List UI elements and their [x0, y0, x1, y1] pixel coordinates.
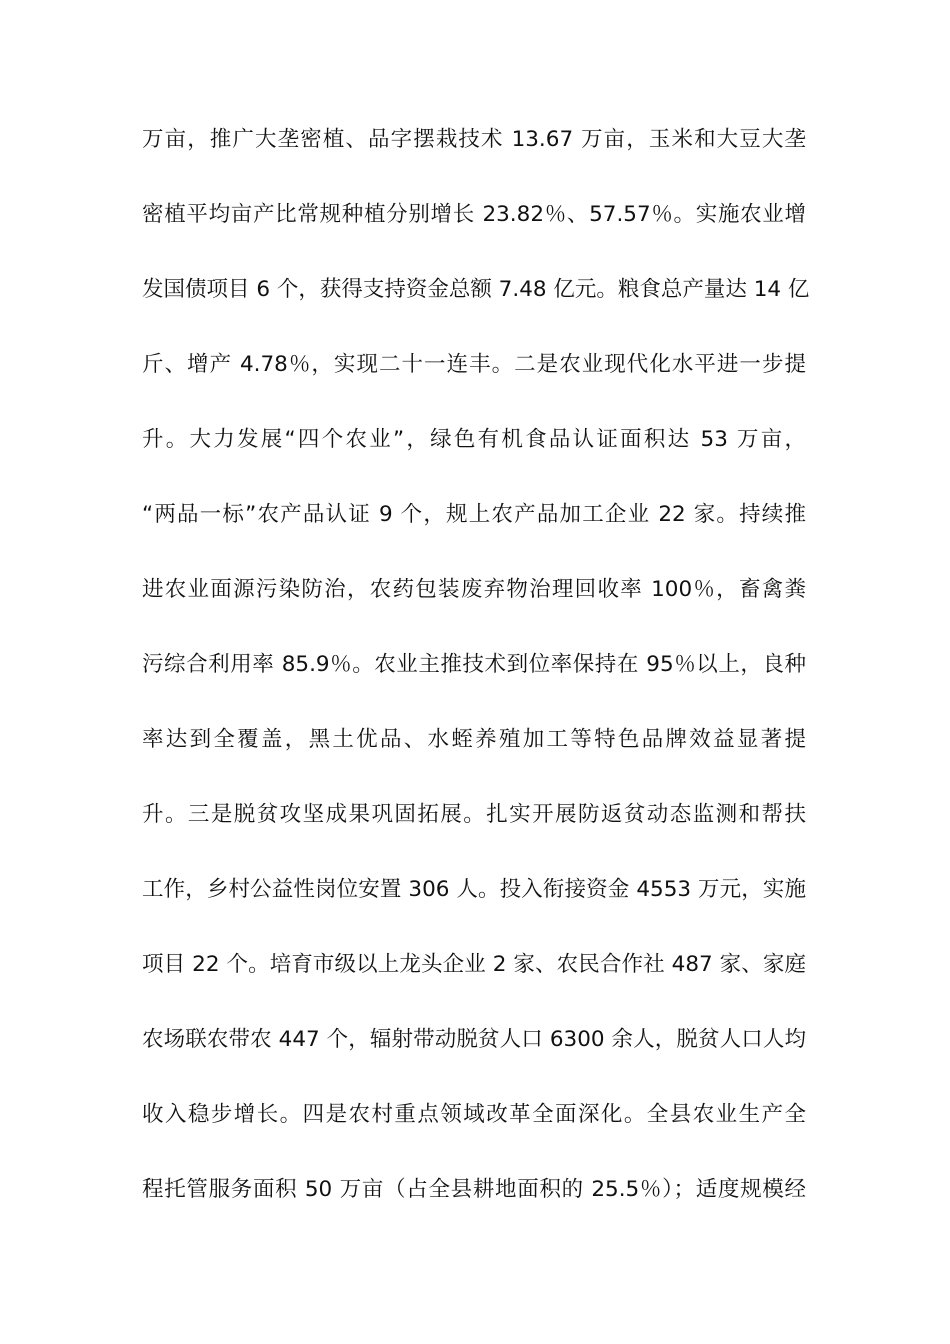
text-line-2: 密植平均亩产比常规种植分别增长 23.82％、57.57％。实施农业增	[142, 202, 806, 227]
text-line-10: 升。三是脱贫攻坚成果巩固拓展。扎实开展防返贫动态监测和帮扶	[142, 802, 806, 827]
text-line-9: 率达到全覆盖，黑土优品、水蛭养殖加工等特色品牌效益显著提	[142, 727, 806, 752]
text-line-4: 斤、增产 4.78％，实现二十一连丰。二是农业现代化水平进一步提	[142, 352, 806, 377]
text-line-6: “两品一标”农产品认证 9 个，规上农产品加工企业 22 家。持续推	[142, 502, 806, 527]
text-line-1: 万亩，推广大垄密植、品字摆栽技术 13.67 万亩，玉米和大豆大垄	[142, 127, 806, 152]
text-line-3: 发国债项目 6 个，获得支持资金总额 7.48 亿元。粮食总产量达 14 亿	[142, 277, 810, 302]
text-line-7: 进农业面源污染防治，农药包装废弃物治理回收率 100％，畜禽粪	[142, 577, 806, 602]
text-line-14: 收入稳步增长。四是农村重点领域改革全面深化。全县农业生产全	[142, 1102, 806, 1127]
body-paragraph	[142, 102, 810, 1227]
text-line-15: 程托管服务面积 50 万亩（占全县耕地面积的 25.5％）；适度规模经	[142, 1177, 806, 1202]
text-line-11: 工作，乡村公益性岗位安置 306 人。投入衔接资金 4553 万元，实施	[142, 877, 806, 902]
text-line-13: 农场联农带农 447 个，辐射带动脱贫人口 6300 余人，脱贫人口人均	[142, 1027, 806, 1052]
text-line-8: 污综合利用率 85.9％。农业主推技术到位率保持在 95％以上，良种	[142, 652, 806, 677]
text-line-12: 项目 22 个。培育市级以上龙头企业 2 家、农民合作社 487 家、家庭	[142, 952, 806, 977]
text-line-5: 升。大力发展“四个农业”，绿色有机食品认证面积达 53 万亩，	[142, 427, 806, 452]
